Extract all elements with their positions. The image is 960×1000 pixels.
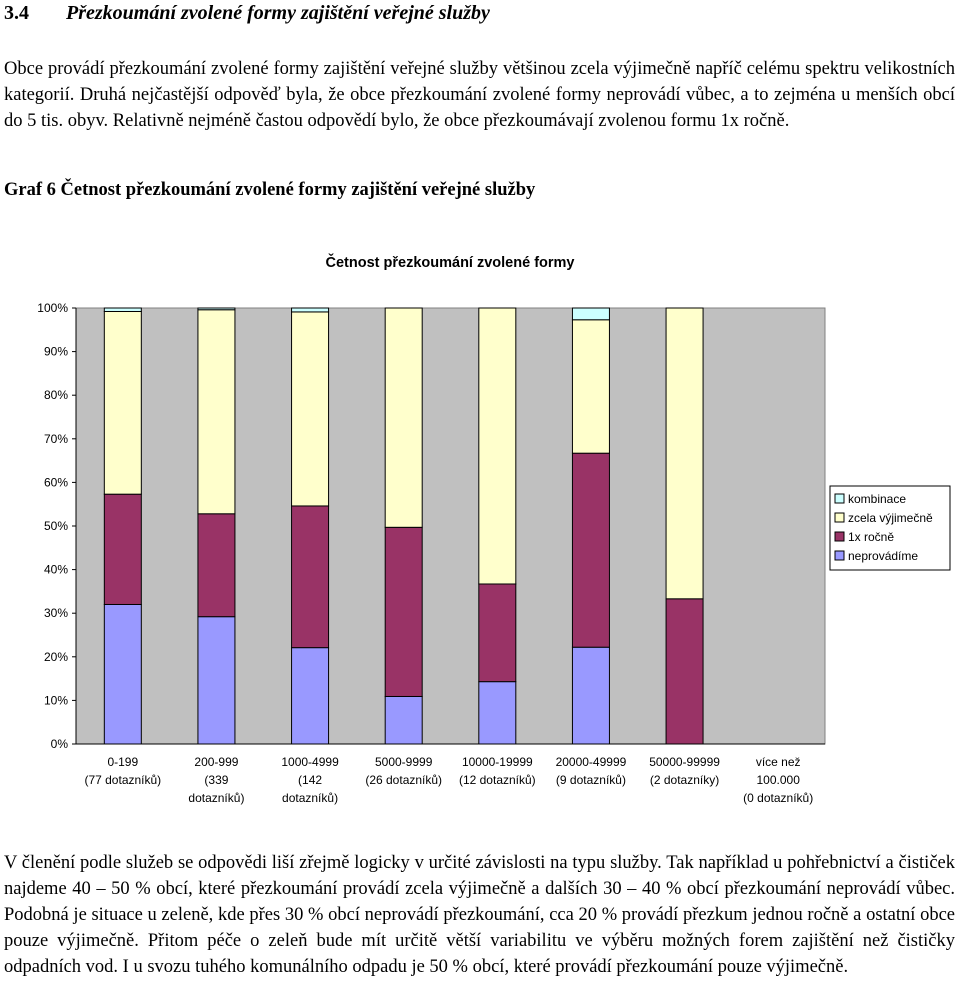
y-tick-label: 80% (43, 388, 68, 403)
y-tick-label: 60% (43, 475, 68, 490)
y-tick-label: 70% (43, 431, 68, 446)
x-tick-label: (339 (204, 773, 229, 787)
chart-title: Četnost přezkoumání zvolené formy (325, 255, 575, 271)
legend-swatch (835, 551, 844, 560)
y-tick-label: 10% (43, 693, 68, 708)
x-tick-label: 1000-4999 (281, 755, 339, 769)
bar-segment (572, 308, 609, 320)
bar-segment (572, 453, 609, 647)
x-tick-label: dotazníků) (282, 791, 339, 805)
x-tick-label: (9 dotazníků) (555, 773, 626, 787)
x-tick-label: dotazníků) (188, 791, 245, 805)
bar-segment (666, 308, 703, 599)
bar-segment (385, 696, 422, 744)
bar-segment (292, 312, 329, 506)
x-tick-label: (12 dotazníků) (458, 773, 536, 787)
legend-label: neprovádíme (848, 549, 919, 563)
intro-paragraph: Obce provádí přezkoumání zvolené formy zajištění veřejné služby většinou zcela výjimečně napříč celému spektru velikostních kategorií. Druhá nejčastější odpověď byla, že obce přezkoumání zvolené formy neprovádí vůbec, a to zejména u menších obcí do 5 tis. obyv. Relativně nejméně častou odpovědí bylo, že obce přezkoumávají zvolenou formu 1x ročně. (4, 59, 955, 131)
x-tick-label: 0-199 (107, 755, 139, 769)
section-number: 3.4 (4, 2, 29, 24)
bar-segment (198, 310, 235, 514)
legend-swatch (835, 513, 844, 522)
x-tick-label: 20000-49999 (555, 755, 627, 769)
x-tick-label: (2 dotazníky) (649, 773, 720, 787)
y-tick-label: 30% (43, 606, 68, 621)
y-tick-label: 100% (37, 301, 68, 315)
legend-label: zcela výjimečně (848, 511, 933, 525)
legend-swatch (835, 532, 844, 541)
x-tick-label: (26 dotazníků) (365, 773, 443, 787)
x-tick-label: (142 (298, 773, 323, 787)
legend-label: kombinace (848, 492, 907, 506)
y-tick-label: 0% (50, 737, 68, 751)
bar-segment (666, 599, 703, 744)
bar-segment (104, 604, 141, 744)
bar-segment (292, 506, 329, 648)
plot-area (76, 308, 825, 744)
bar-segment (198, 617, 235, 744)
bar-segment (104, 308, 141, 311)
bar-segment (572, 647, 609, 744)
bar-segment (198, 514, 235, 617)
bar-segment (479, 682, 516, 744)
stacked-bar-chart (0, 230, 960, 835)
section-title: Přezkoumání zvolené formy zajištění veřejné služby (66, 2, 490, 24)
bar-segment (104, 311, 141, 494)
x-tick-label: 200-999 (194, 755, 239, 769)
bar-segment (198, 308, 235, 310)
y-tick-label: 90% (43, 344, 68, 359)
bar-segment (479, 308, 516, 584)
bar-segment (104, 494, 141, 604)
bar-segment (292, 308, 329, 312)
x-tick-label: více než (755, 755, 801, 769)
legend-swatch (835, 494, 844, 503)
figure-caption: Graf 6 Četnost přezkoumání zvolené formy zajištění veřejné služby (4, 180, 536, 200)
bar-segment (479, 584, 516, 682)
y-tick-label: 20% (43, 649, 68, 664)
section-heading (4, 2, 490, 25)
bar-segment (572, 320, 609, 453)
bar-segment (385, 527, 422, 696)
x-tick-label: (0 dotazníků) (743, 791, 814, 805)
x-tick-label: 5000-9999 (374, 755, 433, 769)
bar-segment (292, 648, 329, 744)
x-tick-label: 50000-99999 (649, 755, 720, 769)
x-tick-label: 10000-19999 (461, 755, 533, 769)
legend-label: 1x ročně (848, 530, 895, 544)
y-tick-label: 40% (43, 562, 68, 577)
y-tick-label: 50% (43, 519, 68, 533)
x-tick-label: 100.000 (756, 773, 800, 787)
closing-paragraph: V členění podle služeb se odpovědi liší zřejmě logicky v určité závislosti na typu služby. Tak například u pohřebnictví a čističek najdeme 40 – 50 % obcí, které přezkoumání provádí zcela výjimečně a dalších 30 – 40 % obcí přezkoumání neprovádí vůbec. Podobná je situace u zeleně, kde přes 30 % obcí neprovádí přezkoumání, cca 20 % provádí přezkum jednou ročně a ostatní obce pouze výjimečně. Přitom péče o zeleň bude mít určitě větší variabilitu ve výběru možných forem zajištění než čističky odpadních vod. I u svozu tuhého komunálního odpadu je 50 % obcí, které provádí přezkoumání pouze výjimečně. (4, 853, 955, 977)
bar-segment (385, 308, 422, 527)
x-tick-label: (77 dotazníků) (84, 773, 162, 787)
